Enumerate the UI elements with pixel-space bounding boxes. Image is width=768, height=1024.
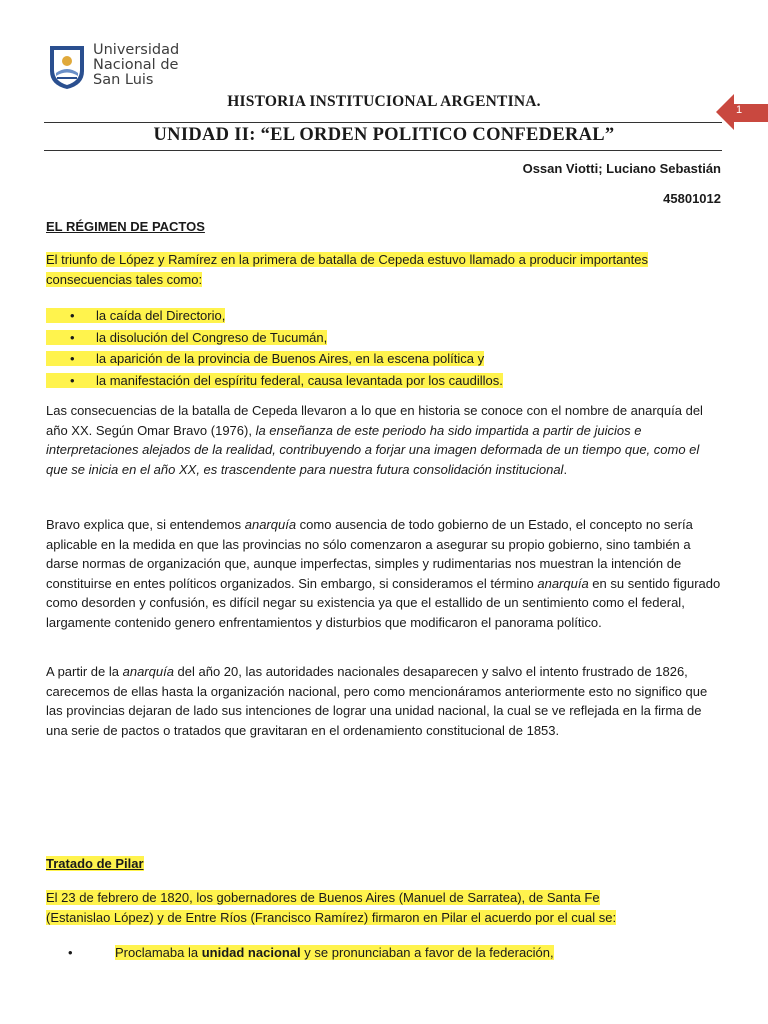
list-item-text: la disolución del Congreso de Tucumán, [96, 329, 328, 345]
bullet-dot: • [46, 351, 96, 366]
pilar-paragraph [46, 888, 722, 927]
paragraph-anarquia-concept [46, 515, 722, 632]
section-heading: EL RÉGIMEN DE PACTOS [46, 219, 205, 234]
list-item [46, 327, 503, 349]
emphasis-term: anarquía [122, 664, 174, 679]
list-item [46, 370, 503, 392]
author-name: Ossan Viotti; Luciano Sebastián [522, 161, 721, 176]
paragraph-national-authorities [46, 662, 722, 740]
paragraph-text: Las consecuencias de la batalla de Cepeda llevaron a lo que en historia se conoce con el nombre de anarquía del año XX. Según Omar Bravo (1976), [46, 403, 703, 438]
unit-title: UNIDAD II: “EL ORDEN POLITICO CONFEDERAL” [153, 125, 615, 145]
consequences-list [46, 305, 503, 391]
paragraph-text: como ausencia de todo gobierno de un Estado, el concepto no sería aplicable en la medida en que las provincias no sólo comenzaron a asegurar su propio gobierno, sino también a darse normas de organización que, aunque imperfectas, simples y rudimentarias nos muestran la intención de constituirse en entes políticos organizados. Sin embargo, si consideramos el término [46, 517, 693, 591]
list-item-text: la manifestación del espíritu federal, causa levantada por los caudillos. [96, 372, 503, 388]
paragraph-text: . [563, 461, 568, 477]
intro-line1: El triunfo de López y Ramírez en la primera de batalla de Cepeda estuvo llamado a producir importantes [46, 252, 648, 267]
intro-paragraph [46, 250, 722, 289]
bullet-dot: • [68, 945, 73, 960]
university-name-line1: Universidad [93, 42, 180, 58]
course-title: HISTORIA INSTITUCIONAL ARGENTINA. [227, 93, 541, 110]
pilar-bullet-bold: unidad nacional [201, 945, 301, 960]
paragraph-text: del año 20, las autoridades nacionales desaparecen y salvo el intento frustrado de 1826, carecemos de ellas hasta la organización nacional, pero como mencionáramos anteriormente esto no significo que las provincias dejaran de lado sus intenciones de lograr una unidad nacional, la cual se ve reflejada en la firma de una serie de pactos o tratados que gravitaran en el ordenamiento constitucional de 1853. [46, 664, 708, 738]
paragraph-text: Bravo explica que, si entendemos [46, 517, 245, 532]
emphasis-term: anarquía [537, 575, 589, 591]
pilar-line2: (Estanislao López) y de Entre Ríos (Francisco Ramírez) firmaron en Pilar el acuerdo por el cual se: [46, 909, 617, 925]
pilar-bullet-part: y se pronunciaban a favor de la federación, [300, 945, 554, 960]
bullet-dot: • [46, 308, 96, 323]
university-name-line2: Nacional de [93, 57, 179, 73]
bullet-dot: • [46, 373, 96, 388]
intro-line2: consecuencias tales como: [46, 271, 203, 287]
bullet-dot: • [46, 330, 96, 345]
paragraph-text: en su sentido figurado como desorden y confusión, es difícil negar su existencia ya que el estallido de un sentimiento como el federal, largamente contenido genero enfrentamientos y disturbios que modificaron el panorama político. [46, 575, 721, 630]
university-name-line3: San Luis [93, 72, 154, 88]
list-item [46, 305, 503, 327]
pilar-list-item [46, 945, 554, 960]
header-rule-top [44, 122, 722, 123]
emphasis-term: anarquía [244, 517, 297, 532]
paragraph-bravo-quote [46, 401, 722, 479]
university-name [93, 43, 179, 88]
pilar-heading: Tratado de Pilar [46, 856, 144, 871]
university-shield-icon [47, 43, 87, 91]
university-logo [47, 43, 179, 91]
comment-number[interactable]: 1 [736, 104, 743, 116]
student-id: 45801012 [663, 191, 721, 206]
paragraph-text: A partir de la [46, 664, 123, 679]
pilar-bullet-part: Proclamaba la [115, 945, 202, 960]
list-item-text: la aparición de la provincia de Buenos Aires, en la escena política y [96, 351, 485, 367]
list-item [46, 348, 503, 370]
pilar-line1: El 23 de febrero de 1820, los gobernadores de Buenos Aires (Manuel de Sarratea), de Santa Fe [46, 890, 600, 905]
pilar-bullet-text [115, 945, 554, 960]
quote-text: la enseñanza de este periodo ha sido impartida a partir de juicios e interpretaciones alejados de la realidad, contribuyendo a forjar una imagen deformada de un tiempo que, como el que se inicia en el año XX, es trascendente para nuestra futura consolidación institucional [46, 422, 700, 477]
header-rule-bottom [44, 150, 722, 151]
list-item-text: la caída del Directorio, [96, 308, 226, 324]
